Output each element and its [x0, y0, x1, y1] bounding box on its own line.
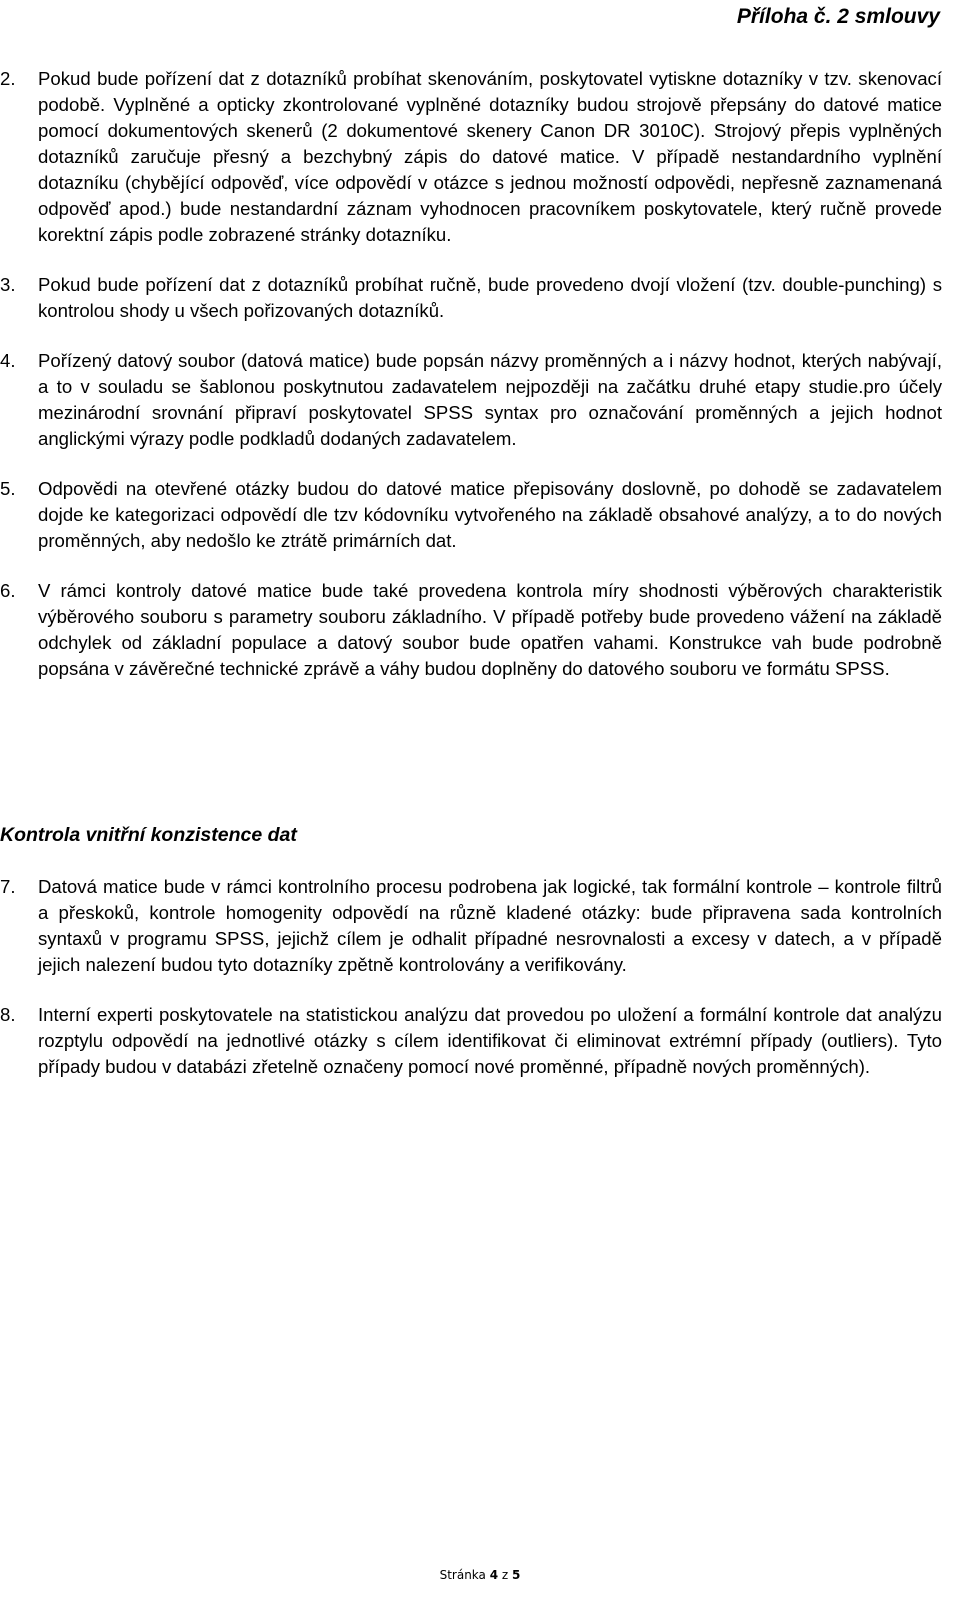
- list-item-number: 5.: [0, 478, 16, 499]
- list-item-number: 7.: [0, 876, 16, 897]
- list-item-text: Datová matice bude v rámci kontrolního procesu podrobena jak logické, tak formální kontrole – kontrole filtrů a přeskoků, kontrole homogenity odpovědí na různě kladené otázky: bude připravena sada kontrolních syntaxů v programu SPSS, jejichž cílem je odhalit případné nesrovnalosti a excesy v datech, a v případě jejich nalezení budou tyto dotazníky zpětně kontrolovány a verifikovány.: [38, 876, 942, 975]
- list-item-text: Pokud bude pořízení dat z dotazníků probíhat skenováním, poskytovatel vytiskne dotazníky v tzv. skenovací podobě. Vyplněné a opticky zkontrolované vyplněné dotazníky budou strojově přepsány do datové matice pomocí dokumentových skenerů (2 dokumentové skenery Canon DR 3010C). Strojový přepis vyplněných dotazníků zaručuje přesný a bezchybný zápis do datové matice. V případě nestandardního vyplnění dotazníku (chybějící odpověď, více odpovědí v otázce s jednou možností odpovědi, nepřesně zaznamenaná odpověď apod.) bude nestandardní záznam vyhodnocen pracovníkem poskytovatele, který ručně provede korektní zápis podle zobrazené stránky dotazníku.: [38, 68, 942, 245]
- list-item-number: 6.: [0, 580, 16, 601]
- list-item-number: 3.: [0, 274, 16, 295]
- list-item-number: 4.: [0, 350, 16, 371]
- list-item: [0, 476, 942, 554]
- list-item-number: 2.: [0, 68, 16, 89]
- footer-page-label: Stránka: [439, 1568, 486, 1582]
- footer-total-pages: 5: [512, 1568, 521, 1582]
- list-item: [0, 66, 942, 248]
- page-header-title: Příloha č. 2 smlouvy: [736, 5, 940, 28]
- list-item: [0, 874, 942, 978]
- list-item: [0, 348, 942, 452]
- list-item: [0, 578, 942, 682]
- list-item-text: V rámci kontroly datové matice bude také provedena kontrola míry shodnosti výběrových charakteristik výběrového souboru s parametry souboru základního. V případě potřeby bude provedeno vážení na základě odchylek od základní populace a datový soubor bude opatřen vahami. Konstrukce vah bude podrobně popsána v závěrečné technické zprávě a váhy budou doplněny do datového souboru ve formátu SPSS.: [38, 580, 942, 679]
- footer-current-page: 4: [489, 1568, 499, 1582]
- list-item-text: Odpovědi na otevřené otázky budou do datové matice přepisovány doslovně, po dohodě se zadavatelem dojde ke kategorizaci odpovědí dle tzv kódovníku vytvořeného na základě obsahové analýzy, a to do nových proměnných, aby nedošlo ke ztrátě primárních dat.: [38, 478, 942, 551]
- section-heading: Kontrola vnitřní konzistence dat: [0, 824, 297, 846]
- list-item: [0, 272, 942, 324]
- footer-of-label: z: [501, 1568, 509, 1582]
- list-item-text: Pokud bude pořízení dat z dotazníků probíhat ručně, bude provedeno dvojí vložení (tzv. double-punching) s kontrolou shody u všech pořizovaných dotazníků.: [38, 274, 942, 321]
- list-item-text: Interní experti poskytovatele na statistickou analýzu dat provedou po uložení a formální kontrole dat analýzu rozptylu odpovědí na jednotlivé otázky s cílem identifikovat či eliminovat extrémní případy (outliers). Tyto případy budou v databázi zřetelně označeny pomocí nové proměnné, případně nových proměnných).: [38, 1004, 942, 1077]
- list-item: [0, 1002, 942, 1080]
- document-body: [0, 66, 942, 1104]
- page-footer: [0, 1567, 960, 1583]
- list-item-number: 8.: [0, 1004, 16, 1025]
- list-item-text: Pořízený datový soubor (datová matice) bude popsán názvy proměnných a i názvy hodnot, kterých nabývají, a to v souladu se šablonou poskytnutou zadavatelem nejpozději na začátku druhé etapy studie.pro účely mezinárodní srovnání připraví poskytovatel SPSS syntax pro označování proměnných a jejich hodnot anglickými výrazy podle podkladů dodaných zadavatelem.: [38, 350, 942, 449]
